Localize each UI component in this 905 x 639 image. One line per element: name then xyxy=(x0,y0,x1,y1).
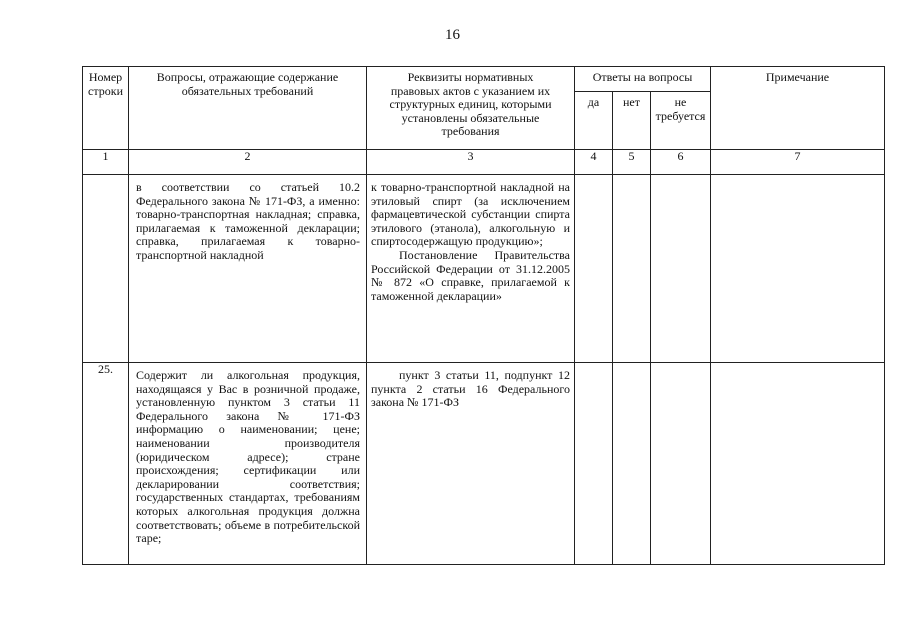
requirements-table xyxy=(82,66,885,565)
column-numbers-row xyxy=(83,150,885,175)
column-number: 2 xyxy=(129,150,367,175)
header-answers: Ответы на вопросы xyxy=(575,67,711,92)
requisites-cell xyxy=(367,363,575,565)
column-number: 4 xyxy=(575,150,613,175)
table-row xyxy=(83,175,885,363)
question-cell xyxy=(129,363,367,565)
question-text: в соответствии со статьей 10.2 Федерального закона № 171-ФЗ, а именно: товарно-транспортная накладная; справка, прилагаемая к таможенной декларации; справка, прилагаемая к товарно-транспортной накладной xyxy=(136,180,360,262)
answer-not-required-cell xyxy=(651,175,711,363)
header-row-number: Номер строки xyxy=(83,67,129,150)
header-questions: Вопросы, отражающие содержание обязательных требований xyxy=(129,67,367,150)
answer-yes-cell xyxy=(575,363,613,565)
page-number: 16 xyxy=(445,27,460,43)
header-requisites: Реквизиты нормативных правовых актов с указанием их структурных единиц, которыми установлены обязательные требования xyxy=(367,67,575,150)
row-number: 25. xyxy=(83,363,129,565)
requisites-text: к товарно-транспортной накладной на этиловый спирт (за исключением фармацевтической субстанции спирта этилового (этанола), алкогольную и спиртосодержащую продукцию»; xyxy=(371,180,570,249)
column-number: 6 xyxy=(651,150,711,175)
column-number: 7 xyxy=(711,150,885,175)
row-number xyxy=(83,175,129,363)
header-not-required: не требуется xyxy=(651,92,711,150)
answer-no-cell xyxy=(613,175,651,363)
note-cell xyxy=(711,363,885,565)
column-number: 3 xyxy=(367,150,575,175)
column-number: 5 xyxy=(613,150,651,175)
table-row xyxy=(83,363,885,565)
header-no: нет xyxy=(613,92,651,150)
header-note: Примечание xyxy=(711,67,885,150)
answer-not-required-cell xyxy=(651,363,711,565)
answer-no-cell xyxy=(613,363,651,565)
column-number: 1 xyxy=(83,150,129,175)
header-yes: да xyxy=(575,92,613,150)
note-cell xyxy=(711,175,885,363)
requisites-cell xyxy=(367,175,575,363)
requisites-text: Постановление Правительства Российской Федерации от 31.12.2005 № 872 «О справке, прилагаемой к таможенной декларации» xyxy=(371,247,570,303)
question-text: Содержит ли алкогольная продукция, находящаяся у Вас в розничной продаже, установленную пунктом 3 статьи 11 Федерального закона № 171-ФЗ информацию о наименовании; цене; наименовании производителя (юридическом адресе); стране происхождения; сертификации или декларировании соответствия; государственных стандартах, требованиям которых алкогольная продукция должна соответствовать; объеме в потребительской таре; xyxy=(136,368,360,546)
answer-yes-cell xyxy=(575,175,613,363)
question-cell xyxy=(129,175,367,363)
requisites-text: пункт 3 статьи 11, подпункт 12 пункта 2 статьи 16 Федерального закона № 171-ФЗ xyxy=(371,368,570,410)
